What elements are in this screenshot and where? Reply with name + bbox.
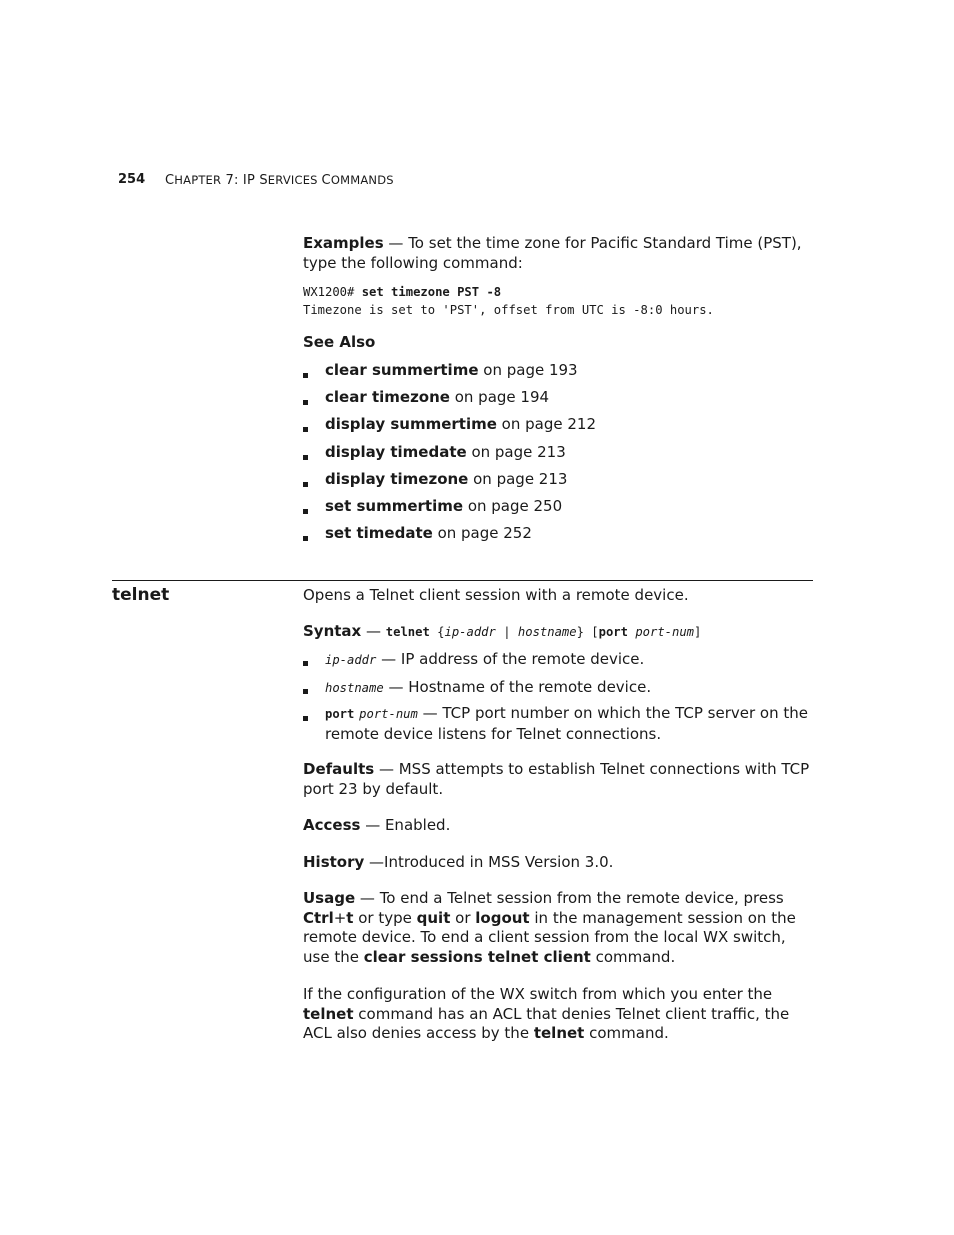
syntax-param: ip-addr — IP address of the remote device. (325, 650, 645, 668)
bullet-icon (303, 509, 308, 514)
telnet-description: Opens a Telnet client session with a remote device. (303, 586, 689, 604)
example-command-line: WX1200# set timezone PST -8 (303, 285, 502, 299)
bullet-icon (303, 536, 308, 541)
see-also-item: clear summertime on page 193 (325, 361, 578, 379)
see-also-heading: See Also (303, 333, 376, 351)
page-number: 254 (118, 172, 146, 187)
acl-note-paragraph: If the configuration of the WX switch from which you enter the telnet command has an ACL that denies Telnet client traffic, the ACL also denies access by the telnet command. (303, 985, 790, 1042)
syntax-param: hostname — Hostname of the remote device. (325, 678, 652, 696)
bullet-icon (303, 455, 308, 460)
see-also-item: clear timezone on page 194 (325, 388, 550, 406)
examples-paragraph: Examples — To set the time zone for Pacific Standard Time (PST), type the following command: (303, 234, 802, 272)
bullet-icon (303, 427, 308, 432)
bullet-icon (303, 716, 308, 721)
bullet-icon (303, 482, 308, 487)
see-also-item: display timezone on page 213 (325, 470, 568, 488)
bullet-icon (303, 689, 308, 694)
defaults-paragraph: Defaults — MSS attempts to establish Telnet connections with TCP port 23 by default. (303, 760, 810, 798)
syntax-param: port port-num — TCP port number on which the TCP server on the remote device listens for Telnet connections. (325, 704, 808, 743)
see-also-item: set summertime on page 250 (325, 497, 563, 515)
example-output-line: Timezone is set to 'PST', offset from UTC is -8:0 hours. (303, 303, 714, 317)
bullet-icon (303, 661, 308, 666)
section-divider (112, 580, 813, 581)
see-also-item: set timedate on page 252 (325, 524, 532, 542)
see-also-item: display summertime on page 212 (325, 415, 596, 433)
bullet-icon (303, 400, 308, 405)
access-paragraph: Access — Enabled. (303, 816, 451, 834)
see-also-item: display timedate on page 213 (325, 443, 566, 461)
section-heading-telnet: telnet (112, 585, 170, 605)
bullet-icon (303, 373, 308, 378)
syntax-line: Syntax — telnet {ip-addr | hostname} [port port-num] (303, 622, 702, 640)
running-header-chapter: CHAPTER 7: IP SERVICES COMMANDS (165, 173, 394, 188)
history-paragraph: History —Introduced in MSS Version 3.0. (303, 853, 614, 871)
usage-paragraph: Usage — To end a Telnet session from the remote device, press Ctrl+t or type quit or logout in the management session on the remote device. To end a client session from the local WX switch, use the clear sessions telnet client command. (303, 889, 796, 966)
